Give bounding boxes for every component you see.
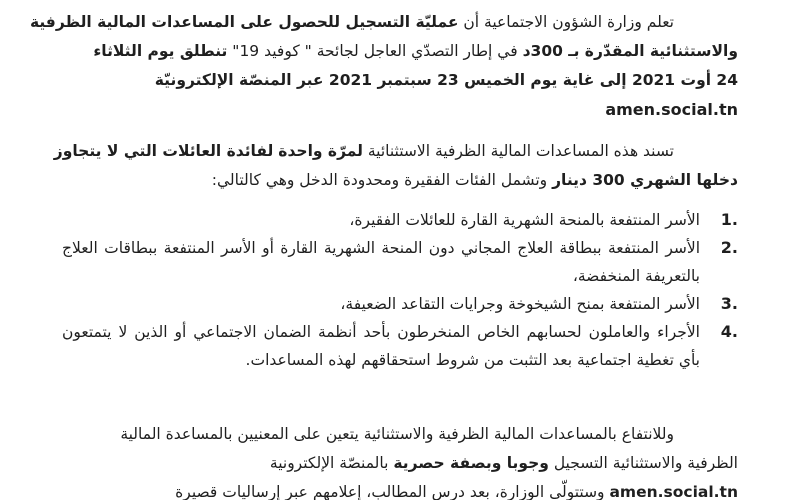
- paragraph-line: وللانتفاع بالمساعدات المالية الظرفية والاستثنائية يتعين على المعنيين بالمساعدة المالية: [120, 425, 674, 443]
- paragraph-line: تعلم وزارة الشؤون الاجتماعية أن عمليّة التسجيل للحصول على المساعدات المالية الظرفية: [29, 13, 674, 31]
- website-link[interactable]: amen.social.tn: [609, 483, 738, 500]
- registration-paragraph: [62, 420, 738, 500]
- list-item: [62, 234, 738, 290]
- list-number: 1.: [720, 210, 738, 229]
- list-number: 3.: [720, 294, 738, 313]
- list-text: الأجراء والعاملون لحسابهم الخاص المنخرطون بأحد أنظمة الضمان الاجتماعي أو الذين لا يتمتعون بأي تغطية اجتماعية بعد التثبت من شروط استحقاقهم لهذه المساعدات.: [62, 323, 700, 369]
- paragraph-line: تسند هذه المساعدات المالية الظرفية الاستثنائية لمرّة واحدة لفائدة العائلات التي لا يتجاوز: [53, 142, 674, 160]
- paragraph-line: الظرفية والاستثنائية التسجيل وجوبا وبصفة حصرية بالمنصّة الإلكترونية: [269, 454, 738, 472]
- list-number: 4.: [720, 322, 738, 341]
- announcement-paragraph: [29, 8, 738, 124]
- list-item: [62, 206, 738, 234]
- paragraph-line: والاستثنائية المقدّرة بـ 300د في إطار التصدّي العاجل لجائحة " كوفيد 19" تنطلق يوم الثلاثاء: [93, 42, 738, 60]
- website-link[interactable]: amen.social.tn: [605, 100, 738, 119]
- list-item: [62, 290, 738, 318]
- paragraph-line: دخلها الشهري 300 دينار وتشمل الفئات الفقيرة ومحدودة الدخل وهي كالتالي:: [211, 171, 738, 189]
- paragraph-line: amen.social.tn وستتولّى الوزارة، بعد درس المطالب، إعلامهم عبر إرساليات قصيرة: [175, 483, 738, 500]
- list-item: [62, 318, 738, 374]
- eligibility-paragraph: [53, 137, 738, 195]
- list-text: الأسر المنتفعة ببطاقة العلاج المجاني دون المنحة الشهرية القارة أو الأسر المنتفعة ببطاقات العلاج بالتعريفة المنخفضة،: [62, 239, 700, 285]
- beneficiary-list: [62, 206, 738, 374]
- list-text: الأسر المنتفعة بمنح الشيخوخة وجرايات التقاعد الضعيفة،: [340, 295, 700, 313]
- registration-dates: 24 أوت 2021 إلى غاية يوم الخميس 23 سبتمبر 2021 عبر المنصّة الإلكترونيّة: [154, 71, 738, 89]
- list-number: 2.: [720, 238, 738, 257]
- list-text: الأسر المنتفعة بالمنحة الشهرية القارة للعائلات الفقيرة،: [349, 211, 700, 229]
